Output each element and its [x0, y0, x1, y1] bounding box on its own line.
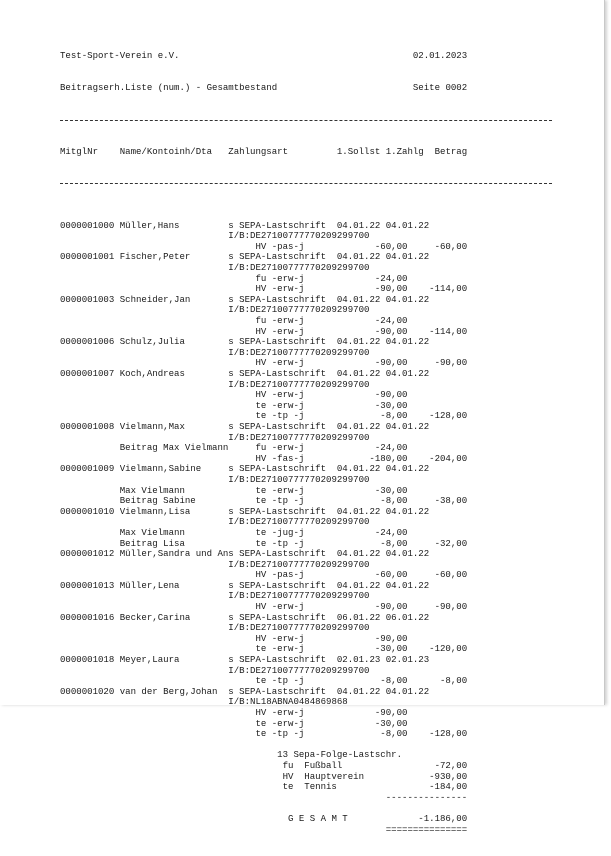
summary-line — [60, 772, 552, 783]
iban-line — [60, 305, 552, 316]
contribution-amount: -30,00 — [374, 400, 408, 411]
contribution-code: HV -erw-j — [255, 633, 305, 644]
contribution-code: fu -erw-j — [255, 273, 305, 284]
grand-total-value: -1.186,00 — [418, 813, 468, 824]
contribution-line — [60, 486, 552, 497]
first-due-date: 04.01.22 — [336, 337, 381, 348]
contribution-amount: -8,00 — [380, 729, 408, 740]
summary-total: -930,00 — [429, 771, 468, 782]
col-payment: Zahlungsart — [228, 146, 289, 157]
first-paid-date: 04.01.22 — [385, 252, 430, 263]
summary-total: -72,00 — [434, 760, 468, 771]
member-id: 0000001016 — [60, 612, 115, 623]
member-name: Schulz,Julia — [119, 337, 185, 348]
first-paid-date: 04.01.22 — [385, 369, 430, 379]
column-separator — [60, 178, 552, 189]
contribution-line — [60, 443, 552, 454]
rule-text: --------------- — [385, 792, 468, 803]
iban-line — [60, 517, 552, 528]
iban-value: I/B:DE27100777770209299700 — [228, 432, 370, 443]
payment-type: s SEPA-Lastschrift — [228, 686, 327, 697]
member-id: 0000001009 — [60, 464, 115, 475]
iban-value: I/B:DE27100777770209299700 — [228, 231, 370, 242]
member-id: 0000001008 — [60, 421, 115, 432]
col-first-paid: 1.Zahlg — [385, 146, 424, 157]
member-name: van der Berg,Johan — [119, 686, 218, 697]
col-first-due: 1.Sollst — [336, 146, 381, 157]
contribution-code: te -jug-j — [255, 527, 305, 538]
iban-value: I/B:NL18ABNA0484869868 — [228, 697, 348, 708]
contribution-amount: -24,00 — [374, 273, 408, 284]
member-total: -90,00 — [434, 358, 468, 369]
summary-code: te — [282, 782, 294, 793]
first-paid-date: 06.01.22 — [385, 612, 430, 623]
iban-value: I/B:DE27100777770209299700 — [228, 474, 370, 485]
payment-type: s SEPA-Lastschrift — [228, 421, 327, 432]
first-paid-date: 04.01.22 — [385, 294, 430, 305]
iban-line — [60, 380, 552, 391]
member-name: Becker,Carina — [119, 612, 191, 623]
summary-total: -184,00 — [429, 782, 468, 793]
iban-line — [60, 231, 552, 242]
member-row — [60, 687, 552, 698]
summary-line — [60, 761, 552, 772]
contribution-line — [60, 242, 552, 253]
contribution-line — [60, 401, 552, 412]
contribution-amount: -90,00 — [374, 708, 408, 718]
payment-type: s SEPA-Lastschrift — [228, 655, 327, 666]
contribution-amount: -60,00 — [374, 570, 408, 581]
contribution-code: fu -erw-j — [255, 316, 305, 327]
member-row — [60, 549, 552, 560]
contribution-line — [60, 708, 552, 719]
first-paid-date: 04.01.22 — [385, 464, 430, 475]
first-paid-date: 04.01.22 — [385, 421, 430, 432]
member-row — [60, 369, 552, 380]
contribution-code: HV -erw-j — [255, 602, 305, 613]
member-total: -60,00 — [434, 241, 468, 252]
iban-value: I/B:DE27100777770209299700 — [228, 305, 370, 316]
header-separator — [60, 115, 552, 126]
contribution-amount: -90,00 — [374, 358, 408, 369]
member-id: 0000001007 — [60, 369, 115, 379]
first-paid-date: 04.01.22 — [385, 549, 430, 560]
payment-type: s SEPA-Lastschrift — [228, 252, 327, 263]
grand-total-label: G E S A M T — [288, 813, 348, 824]
member-name: Müller,Sandra und An — [119, 549, 229, 560]
contribution-note: Max Vielmann — [119, 485, 185, 496]
member-name: Fischer,Peter — [119, 252, 191, 263]
club-name: Test-Sport-Verein e.V. — [60, 51, 180, 62]
member-id: 0000001012 — [60, 549, 115, 560]
summary-department: Tennis — [304, 782, 337, 793]
contribution-amount: -90,00 — [374, 602, 408, 613]
contribution-code: te -tp -j — [255, 496, 305, 507]
contribution-line — [60, 274, 552, 285]
contribution-line — [60, 634, 552, 645]
member-row — [60, 655, 552, 666]
first-due-date: 06.01.22 — [336, 612, 381, 623]
contribution-amount: -8,00 — [380, 538, 408, 549]
member-total: -128,00 — [429, 411, 468, 422]
contribution-amount: -30,00 — [374, 718, 408, 729]
member-row — [60, 295, 552, 306]
contribution-code: te -tp -j — [255, 538, 305, 549]
iban-line — [60, 666, 552, 677]
member-id: 0000001010 — [60, 506, 115, 517]
contribution-code: HV -erw-j — [255, 284, 305, 295]
contribution-amount: -8,00 — [380, 496, 408, 507]
member-name: Vielmann,Lisa — [119, 506, 191, 517]
member-name: Vielmann,Max — [119, 421, 185, 432]
total-rule — [60, 825, 552, 836]
contribution-note: Beitrag Max Vielmann — [119, 443, 229, 454]
summary-line — [60, 782, 552, 793]
col-name: Name/Kontoinh/Dta — [119, 146, 213, 157]
iban-line — [60, 560, 552, 571]
contribution-note: Beitrag Sabine — [119, 496, 196, 507]
payment-type: s SEPA-Lastschrift — [228, 220, 327, 231]
first-due-date: 04.01.22 — [336, 220, 381, 231]
contribution-amount: -90,00 — [374, 326, 408, 337]
contribution-amount: -90,00 — [374, 284, 408, 295]
contribution-code: te -erw-j — [255, 718, 305, 729]
contribution-amount: -180,00 — [369, 453, 408, 464]
member-row — [60, 337, 552, 348]
iban-value: I/B:DE27100777770209299700 — [228, 379, 370, 390]
contribution-code: HV -erw-j — [255, 326, 305, 337]
contribution-code: te -erw-j — [255, 400, 305, 411]
summary-label: 13 Sepa-Folge-Lastschr. — [277, 750, 403, 761]
member-name: Koch,Andreas — [119, 369, 185, 379]
payment-type: s SEPA-Lastschrift — [228, 580, 327, 591]
rule-text: =============== — [385, 824, 468, 835]
payment-type: s SEPA-Lastschrift — [228, 506, 327, 517]
member-row — [60, 581, 552, 592]
member-id: 0000001018 — [60, 655, 115, 666]
member-id: 0000001006 — [60, 337, 115, 348]
member-row — [60, 507, 552, 518]
contribution-line — [60, 496, 552, 507]
contribution-code: HV -erw-j — [255, 708, 305, 718]
contribution-code: te -tp -j — [255, 729, 305, 740]
summary-department: Hauptverein — [304, 771, 365, 782]
contribution-code: HV -fas-j — [255, 453, 305, 464]
member-total: -32,00 — [434, 538, 468, 549]
iban-line — [60, 263, 552, 274]
member-id: 0000001020 — [60, 686, 115, 697]
contribution-code: te -erw-j — [255, 485, 305, 496]
member-name: Meyer,Laura — [119, 655, 180, 666]
contribution-amount: -24,00 — [374, 316, 408, 327]
member-row — [60, 422, 552, 433]
contribution-code: te -tp -j — [255, 676, 305, 687]
contribution-line — [60, 729, 552, 740]
member-name: Schneider,Jan — [119, 294, 191, 305]
header-line-2 — [60, 83, 552, 94]
report-date: 02.01.2023 — [412, 51, 468, 62]
contribution-line — [60, 327, 552, 338]
summary-code: HV — [282, 771, 294, 782]
iban-line — [60, 475, 552, 486]
contribution-amount: -8,00 — [380, 676, 408, 687]
member-total: -120,00 — [429, 644, 468, 655]
contribution-code: HV -erw-j — [255, 358, 305, 369]
payment-type: s SEPA-Lastschrift — [228, 612, 327, 623]
header-line-1 — [60, 51, 552, 62]
page-number: Seite 0002 — [412, 82, 468, 93]
contribution-line — [60, 454, 552, 465]
member-row — [60, 464, 552, 475]
member-total: -114,00 — [429, 326, 468, 337]
contribution-amount: -60,00 — [374, 241, 408, 252]
payment-type: s SEPA-Lastschrift — [228, 337, 327, 348]
first-due-date: 04.01.22 — [336, 252, 381, 263]
first-due-date: 04.01.22 — [336, 464, 381, 475]
first-due-date: 04.01.22 — [336, 294, 381, 305]
report-text — [60, 30, 552, 856]
payment-type: s SEPA-Lastschrift — [228, 549, 327, 560]
member-total: -8,00 — [440, 676, 468, 687]
member-name: Müller,Hans — [119, 220, 180, 231]
iban-line — [60, 623, 552, 634]
contribution-amount: -8,00 — [380, 411, 408, 422]
contribution-line — [60, 390, 552, 401]
contribution-line — [60, 676, 552, 687]
member-total: -128,00 — [429, 729, 468, 740]
member-total: -204,00 — [429, 453, 468, 464]
iban-line — [60, 591, 552, 602]
first-paid-date: 02.01.23 — [385, 655, 430, 666]
first-due-date: 04.01.22 — [336, 549, 381, 560]
contribution-code: HV -pas-j — [255, 241, 305, 252]
summary-department: Fußball — [304, 760, 343, 771]
column-headers — [60, 147, 552, 158]
first-due-date: 04.01.22 — [336, 686, 381, 697]
member-id: 0000001003 — [60, 294, 115, 305]
first-paid-date: 04.01.22 — [385, 337, 430, 348]
contribution-line — [60, 358, 552, 369]
member-id: 0000001000 — [60, 220, 115, 231]
blank-line — [60, 803, 552, 814]
col-member-id: MitglNr — [60, 146, 99, 157]
contribution-amount: -30,00 — [374, 485, 408, 496]
iban-line — [60, 433, 552, 444]
contribution-note: Beitrag Lisa — [119, 538, 185, 549]
member-row — [60, 221, 552, 232]
first-due-date: 04.01.22 — [336, 421, 381, 432]
contribution-line — [60, 602, 552, 613]
member-name: Müller,Lena — [119, 580, 180, 591]
payment-type: s SEPA-Lastschrift — [228, 464, 327, 475]
contribution-line — [60, 528, 552, 539]
iban-value: I/B:DE27100777770209299700 — [228, 347, 370, 358]
contribution-code: te -tp -j — [255, 411, 305, 422]
iban-line — [60, 348, 552, 359]
member-row — [60, 252, 552, 263]
summary-title — [60, 750, 552, 761]
iban-line — [60, 697, 552, 708]
contribution-line — [60, 719, 552, 730]
member-id: 0000001013 — [60, 580, 115, 591]
member-total: -114,00 — [429, 284, 468, 295]
iban-value: I/B:DE27100777770209299700 — [228, 263, 370, 274]
contribution-code: HV -erw-j — [255, 390, 305, 401]
iban-value: I/B:DE27100777770209299700 — [228, 591, 370, 602]
first-due-date: 04.01.22 — [336, 506, 381, 517]
grand-total — [60, 814, 552, 825]
col-amount: Betrag — [434, 146, 468, 157]
first-paid-date: 04.01.22 — [385, 506, 430, 517]
contribution-line — [60, 644, 552, 655]
contribution-code: te -erw-j — [255, 644, 305, 655]
iban-value: I/B:DE27100777770209299700 — [228, 559, 370, 570]
total-rule — [60, 793, 552, 804]
first-due-date: 04.01.22 — [336, 580, 381, 591]
first-paid-date: 04.01.22 — [385, 580, 430, 591]
member-name: Vielmann,Sabine — [119, 464, 202, 475]
first-paid-date: 04.01.22 — [385, 220, 430, 231]
payment-type: s SEPA-Lastschrift — [228, 294, 327, 305]
member-total: -60,00 — [434, 570, 468, 581]
member-total: -38,00 — [434, 496, 468, 507]
first-due-date: 02.01.23 — [336, 655, 381, 666]
member-row — [60, 613, 552, 624]
contribution-amount: -90,00 — [374, 390, 408, 401]
first-paid-date: 04.01.22 — [385, 686, 430, 697]
contribution-note: Max Vielmann — [119, 527, 185, 538]
report-title: Beitragserh.Liste (num.) - Gesamtbestand — [60, 82, 278, 93]
member-id: 0000001001 — [60, 252, 115, 263]
contribution-code: fu -erw-j — [255, 443, 305, 454]
payment-type: s SEPA-Lastschrift — [228, 369, 327, 379]
contribution-amount: -30,00 — [374, 644, 408, 655]
contribution-amount: -90,00 — [374, 633, 408, 644]
summary-code: fu — [282, 760, 294, 771]
member-total: -90,00 — [434, 602, 468, 613]
contribution-line — [60, 284, 552, 295]
contribution-code: HV -pas-j — [255, 570, 305, 581]
contribution-line — [60, 570, 552, 581]
iban-value: I/B:DE27100777770209299700 — [228, 665, 370, 676]
first-due-date: 04.01.22 — [336, 369, 381, 379]
blank-line — [60, 740, 552, 751]
iban-value: I/B:DE27100777770209299700 — [228, 623, 370, 634]
blank-line — [60, 210, 552, 221]
iban-value: I/B:DE27100777770209299700 — [228, 517, 370, 528]
contribution-amount: -24,00 — [374, 443, 408, 454]
contribution-line — [60, 411, 552, 422]
contribution-amount: -24,00 — [374, 527, 408, 538]
report-body — [60, 210, 552, 835]
contribution-line — [60, 539, 552, 550]
contribution-line — [60, 316, 552, 327]
